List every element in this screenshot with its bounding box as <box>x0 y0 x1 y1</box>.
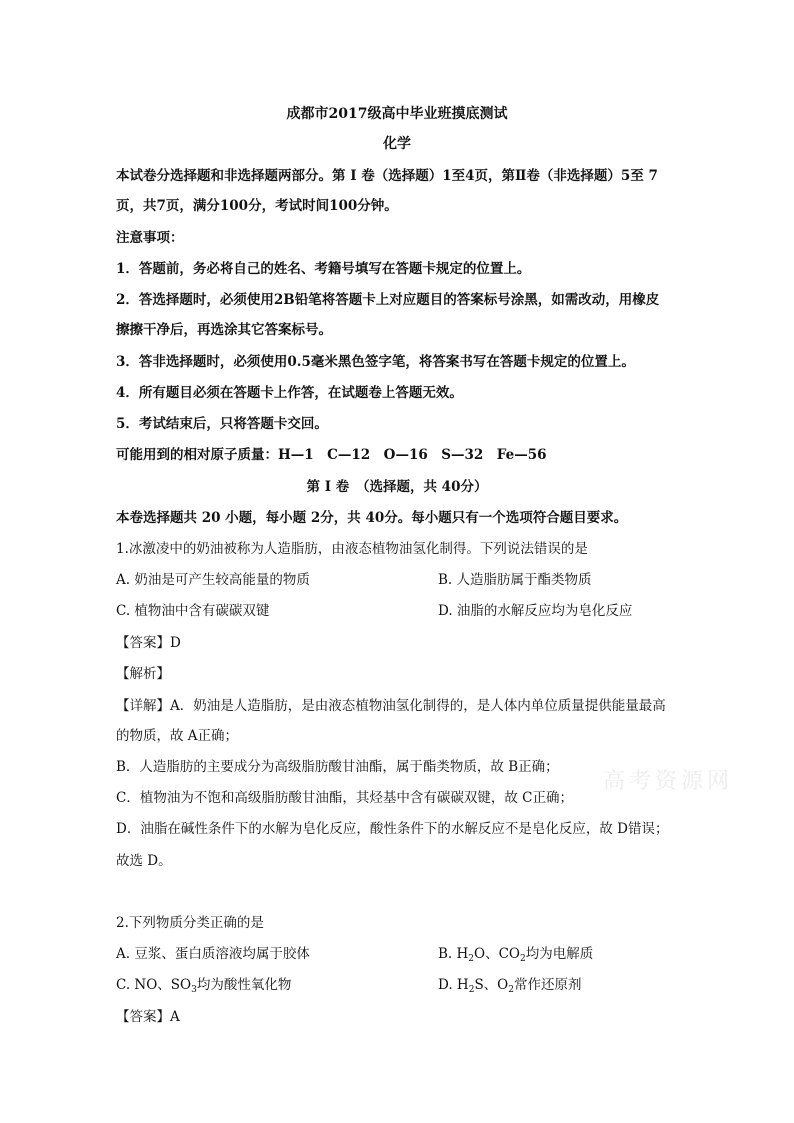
q2-option-d: D. $H_2S$、$O_2$常作还原剂 <box>438 977 582 995</box>
section-1-instruction: 本卷选择题共 20 小题，每小题 2分，共 40分。每小题只有一个选项符合题目要求。 <box>116 510 628 526</box>
notice-item-2-cont: 擦擦干净后，再选涂其它答案标号。 <box>116 322 332 338</box>
q1-stem: 1.冰激凌中的奶油被称为人造脂肪，由液态植物油氢化制得。下列说法错误的是 <box>116 541 588 557</box>
q1-analysis-label: 【解析】 <box>116 666 170 682</box>
q1-option-c: C. 植物油中含有碳碳双键 <box>116 603 270 619</box>
q1-detail-1: 【详解】A．奶油是人造脂肪，是由液态植物油氢化制得的，是人体内单位质量提供能量最高 <box>116 698 666 714</box>
notice-item-1: 1．答题前，务必将自己的姓名、考籍号填写在答题卡规定的位置上。 <box>116 261 531 277</box>
q1-option-a: A. 奶油是可产生较高能量的物质 <box>116 572 310 588</box>
q2-answer: 【答案】A <box>116 1009 180 1025</box>
notice-item-3: 3．答非选择题时，必须使用0.5毫米黑色签字笔，将答案书写在答题卡规定的位置上。 <box>116 354 635 370</box>
q1-option-d: D. 油脂的水解反应均为皂化反应 <box>438 603 633 619</box>
atomic-masses: 可能用到的相对原子质量：H—1 C—12 O—16 S—32 Fe—56 <box>116 447 547 463</box>
q1-detail-2: 的物质，故 A正确； <box>116 728 239 744</box>
q2-option-b: B. $H_2O$、$CO_2$均为电解质 <box>438 946 594 964</box>
q2-option-a: A. 豆浆、蛋白质溶液均属于胶体 <box>116 946 310 962</box>
notice-heading: 注意事项： <box>116 230 184 246</box>
q1-detail-6: 故选 D。 <box>116 853 172 869</box>
notice-item-4: 4．所有题目必须在答题卡上作答，在试题卷上答题无效。 <box>116 385 463 401</box>
intro-line-2: 页，共7页，满分100分，考试时间100分钟。 <box>116 198 398 214</box>
watermark: 高考资源网 <box>603 769 734 794</box>
q1-detail-4: C．植物油为不饱和高级脂肪酸甘油酯，其烃基中含有碳碳双键，故 C正确； <box>116 790 573 806</box>
q1-answer: 【答案】D <box>116 635 181 651</box>
q2-stem: 2.下列物质分类正确的是 <box>116 915 264 931</box>
q1-detail-3: B．人造脂肪的主要成分为高级脂肪酸甘油酯，属于酯类物质，故 B正确； <box>116 759 559 775</box>
exam-title: 成都市2017级高中毕业班摸底测试 <box>286 106 508 122</box>
q1-option-b: B. 人造脂肪属于酯类物质 <box>438 572 592 588</box>
q1-detail-5: D．油脂在碱性条件下的水解为皂化反应，酸性条件下的水解反应不是皂化反应，故 D错误； <box>116 821 669 837</box>
notice-item-2: 2．答选择题时，必须使用2B铅笔将答题卡上对应题目的答案标号涂黑，如需改动，用橡皮 <box>116 292 660 308</box>
intro-line-1: 本试卷分选择题和非选择题两部分。第 Ⅰ 卷（选择题）1至4页，第Ⅱ卷（非选择题）5至 7 <box>116 168 658 184</box>
q2-option-c: C. NO、$SO_3$均为酸性氧化物 <box>116 977 292 995</box>
subject-title: 化学 <box>383 136 411 152</box>
section-1-title: 第 Ⅰ 卷 （选择题，共 40分） <box>306 479 488 495</box>
notice-item-5: 5．考试结束后，只将答题卡交回。 <box>116 416 328 432</box>
